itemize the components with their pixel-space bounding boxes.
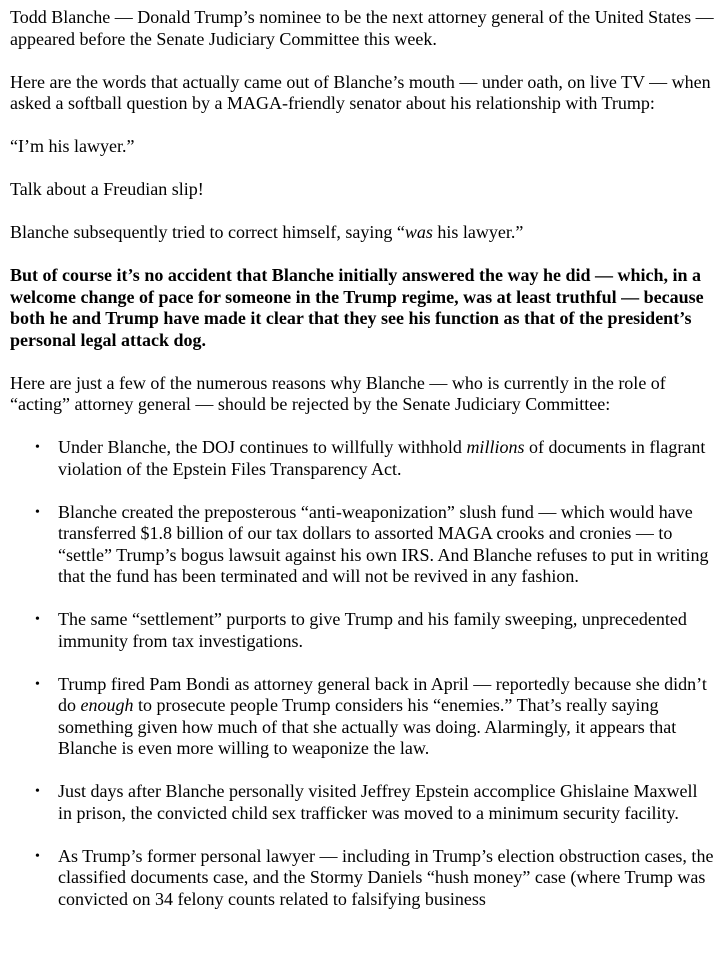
list-item-text: Blanche created the preposterous “anti-weaponization” slush fund — which would have transferred $1.8 billion of our tax dollars to assorted MAGA crooks and cronies — to “settle” Trump’s bogus lawsuit against his own IRS. And Blanche refuses to put in writing that the fund has been terminated and will not be revived in any fashion. [58,501,709,586]
correction-paragraph [10,222,714,244]
list-item-text: The same “settlement” purports to give Trump and his family sweeping, unprecedented immunity from tax investigations. [58,609,687,651]
list-item-text-after: of documents in flagrant violation of the Epstein Files Transparency Act. [58,437,706,479]
list-item-text: As Trump’s former personal lawyer — including in Trump’s election obstruction cases, the classified documents case, and the Stormy Daniels “hush money” case (where Trump was convicted on 34 felony counts related to falsifying business [58,845,714,909]
list-item [10,609,714,652]
reasons-list [10,437,714,910]
list-item [10,846,714,911]
bold-thesis-paragraph: But of course it’s no accident that Blanche initially answered the way he did — which, in a welcome change of pace for someone in the Trump regime, was at least truthful — because both he and Trump have made it clear that they see his function as that of the president’s personal legal attack dog. [10,265,704,350]
list-item [10,502,714,588]
list-item-text: Just days after Blanche personally visited Jeffrey Epstein accomplice Ghislaine Maxwell in prison, the convicted child sex trafficker was moved to a minimum security facility. [58,781,698,823]
list-item [10,437,714,480]
correction-text-before: Blanche subsequently tried to correct himself, saying “ [10,222,405,242]
context-paragraph: Here are the words that actually came out of Blanche’s mouth — under oath, on live TV — when asked a softball question by a MAGA-friendly senator about his relationship with Trump: [10,71,711,113]
bullet-icon: • [35,612,40,627]
intro-paragraph: Todd Blanche — Donald Trump’s nominee to be the next attorney general of the United States — appeared before the Senate Judiciary Committee this week. [10,7,714,49]
list-item-emphasis: enough [80,695,134,715]
bullet-icon: • [35,504,40,520]
bullet-icon: • [35,784,40,799]
correction-text-after: his lawyer.” [432,222,524,242]
list-item-text-before: Trump fired Pam Bondi as attorney general back in April — reportedly because she didn’t do [58,673,707,715]
correction-emphasis: was [404,222,433,242]
list-item [10,781,714,824]
bullet-icon: • [35,676,40,692]
quote-paragraph: “I’m his lawyer.” [10,136,135,156]
freudian-slip-paragraph: Talk about a Freudian slip! [10,179,204,199]
list-item-emphasis: millions [466,437,525,457]
reasons-intro-paragraph: Here are just a few of the numerous reasons why Blanche — who is currently in the role of “acting” attorney general — should be rejected by the Senate Judiciary Committee: [10,372,666,414]
article-body [10,7,714,932]
bullet-icon: • [35,440,40,455]
list-item-text-after: to prosecute people Trump considers his “enemies.” That’s really saying something given how much of that she actually was doing. Alarmingly, it appears that Blanche is even more willing to weaponize the law. [58,695,677,758]
bullet-icon: • [35,848,40,864]
list-item-text-before: Under Blanche, the DOJ continues to willfully withhold [58,437,467,457]
list-item [10,674,714,760]
